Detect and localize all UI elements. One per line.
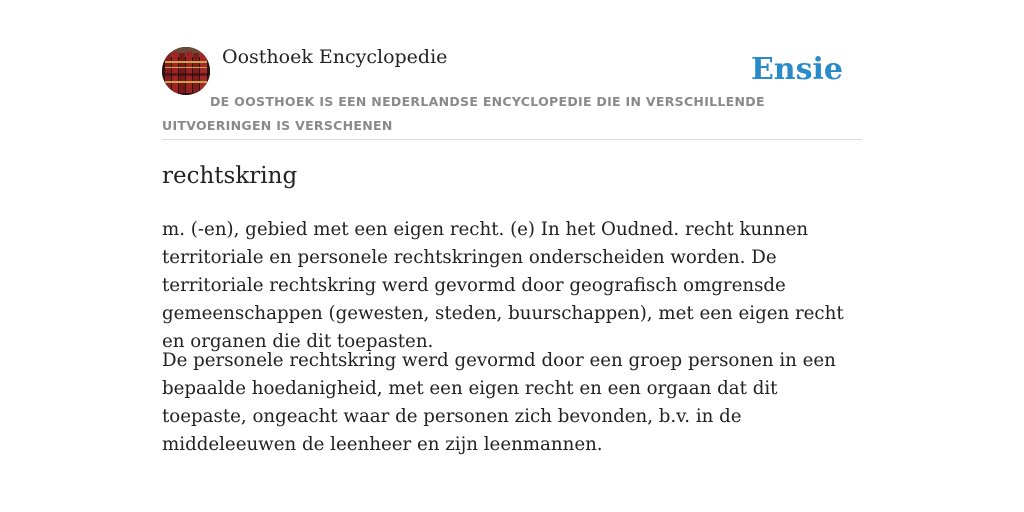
article-paragraph-1: m. (-en), gebied met een eigen recht. (e) In het Oudned. recht kunnen territoriale en personele rechtskringen onderscheiden worden. De territoriale rechtskring werd gevormd door geografisch omgrensde gemeenschappen (gewesten, steden, buurschappen), met een eigen recht en organen die dit toepasten. — [162, 219, 844, 352]
site-title[interactable]: Oosthoek Encyclopedie — [222, 46, 448, 68]
page-container — [162, 0, 862, 455]
article-title: rechtskring — [162, 163, 298, 189]
site-tagline: DE OOSTHOEK IS EEN NEDERLANDSE ENCYCLOPEDIE DIE IN VERSCHILLENDE UITVOERINGEN IS VERSCHENEN — [162, 94, 765, 133]
article-paragraph-2: De personele rechtskring werd gevormd door een groep personen in een bepaalde hoedanigheid, met een eigen recht en een orgaan dat dit toepaste, ongeacht waar de personen zich bevonden, b.v. in de middeleeuwen de leenheer en zijn leenmannen. — [162, 350, 836, 455]
encyclopedia-books-icon[interactable] — [162, 47, 210, 95]
site-header — [162, 0, 862, 140]
brand-logo[interactable]: Ensie — [750, 52, 843, 87]
